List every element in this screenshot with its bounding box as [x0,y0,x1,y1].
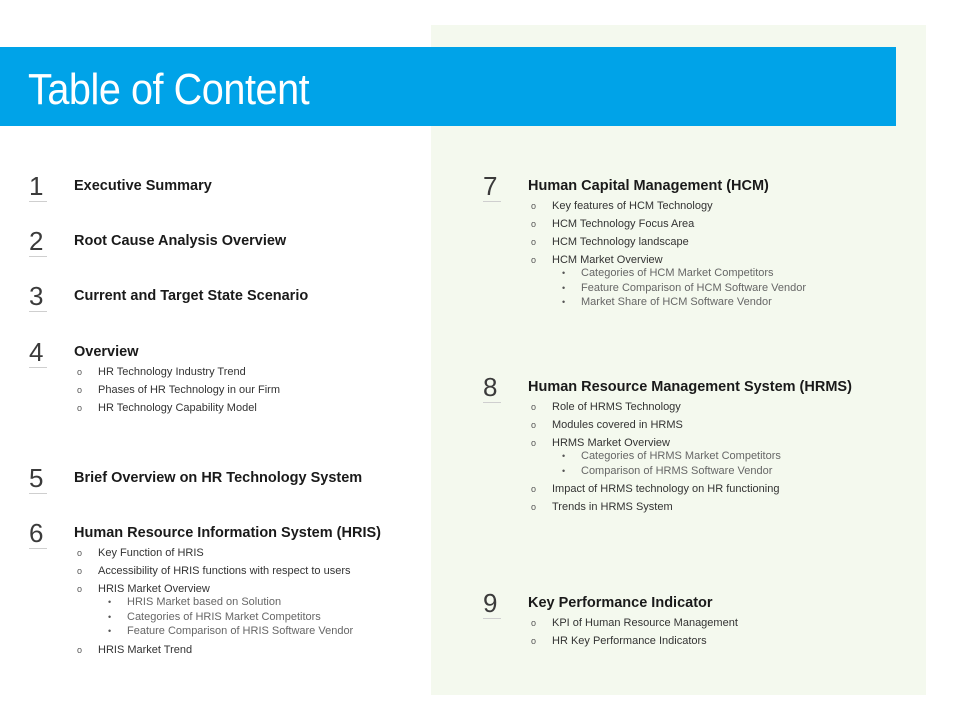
list-item[interactable] [77,363,280,381]
circle-bullet-icon: o [77,385,83,395]
section-number: 4 [29,338,47,368]
list-item[interactable] [77,399,280,417]
circle-bullet-icon: o [77,367,83,377]
list-item[interactable] [77,544,353,562]
list-item[interactable] [531,632,738,650]
sub-list-item-label: Feature Comparison of HCM Software Vendor [581,281,806,294]
list-item-label: HRIS Market Trend [98,643,193,656]
list-item[interactable] [531,614,738,632]
list-item[interactable] [77,562,353,580]
section-heading[interactable]: Executive Summary [74,178,212,194]
list-item[interactable] [531,480,781,498]
list-item[interactable] [531,233,806,251]
section-heading[interactable]: Human Resource Management System (HRMS) [528,379,852,395]
section-number: 7 [483,172,501,202]
sub-list-item[interactable] [531,266,806,281]
sub-item-list [77,595,353,639]
section-heading[interactable]: Current and Target State Scenario [74,288,309,304]
dot-bullet-icon: • [562,297,566,308]
list-item-label: HCM Technology Focus Area [552,218,695,230]
dot-bullet-icon: • [562,282,566,293]
sub-list-item[interactable] [531,449,781,464]
sub-list-item-label: Feature Comparison of HRIS Software Vendor [127,625,354,638]
circle-bullet-icon: o [531,484,537,495]
circle-bullet-icon: o [531,219,537,229]
sub-list-item[interactable] [531,464,781,479]
list-item[interactable] [531,398,781,416]
section-number: 8 [483,373,501,403]
circle-bullet-icon: o [77,644,83,655]
sub-list-item-label: Categories of HRIS Market Competitors [127,610,321,623]
list-item-label: HR Key Performance Indicators [552,635,707,647]
section-heading[interactable]: Root Cause Analysis Overview [74,233,287,249]
circle-bullet-icon: o [531,237,537,247]
list-item-label: HCM Market Overview [552,254,663,266]
list-item-label: HCM Technology landscape [552,236,689,248]
sub-list-item[interactable] [77,610,353,625]
sub-list-item[interactable] [531,281,806,296]
section-heading[interactable]: Human Resource Information System (HRIS) [74,525,381,541]
sub-item-list [531,449,781,478]
circle-bullet-icon: o [77,584,83,594]
list-item[interactable] [531,197,806,215]
sub-list-item-label: Comparison of HRMS Software Vendor [581,464,773,477]
section-number: 2 [29,227,47,257]
section-heading[interactable]: Overview [74,344,139,360]
circle-bullet-icon: o [531,618,537,628]
circle-bullet-icon: o [531,438,537,448]
list-item-label: HRMS Market Overview [552,437,670,449]
list-item-label: Phases of HR Technology in our Firm [98,384,280,396]
circle-bullet-icon: o [531,201,537,211]
dot-bullet-icon: • [108,611,112,622]
circle-bullet-icon: o [531,255,537,265]
circle-bullet-icon: o [77,548,83,558]
section-number: 6 [29,519,47,549]
section-item-list [531,398,781,516]
section-item-list [531,197,806,312]
dot-bullet-icon: • [562,465,566,476]
circle-bullet-icon: o [531,636,537,646]
list-item[interactable] [531,215,806,233]
list-item[interactable] [531,416,781,434]
dot-bullet-icon: • [108,597,112,607]
dot-bullet-icon: • [108,626,112,637]
section-item-list [77,363,280,417]
sub-list-item[interactable] [77,624,353,639]
sub-list-item-label: Categories of HRMS Market Competitors [581,450,781,462]
list-item-label: Accessibility of HRIS functions with respect to users [98,565,351,577]
list-item-label: Key Function of HRIS [98,547,204,559]
list-item-label: Trends in HRMS System [552,501,673,514]
section-item-list [531,614,738,650]
list-item-label: Role of HRMS Technology [552,401,681,413]
section-number: 1 [29,172,47,202]
list-item[interactable] [77,641,353,659]
section-number: 5 [29,464,47,494]
list-item-label: HRIS Market Overview [98,583,210,595]
section-item-list [77,544,353,659]
list-item-label: HR Technology Industry Trend [98,366,246,378]
dot-bullet-icon: • [562,268,566,278]
circle-bullet-icon: o [77,403,83,413]
circle-bullet-icon: o [531,502,537,513]
list-item-label: Key features of HCM Technology [552,200,713,212]
section-heading[interactable]: Human Capital Management (HCM) [528,178,769,194]
section-heading[interactable]: Brief Overview on HR Technology System [74,470,363,486]
sub-list-item[interactable] [77,595,353,610]
list-item-label: Modules covered in HRMS [552,419,683,431]
sub-list-item[interactable] [531,295,806,310]
dot-bullet-icon: • [562,451,566,461]
section-number: 3 [29,282,47,312]
sub-list-item-label: HRIS Market based on Solution [127,596,282,608]
circle-bullet-icon: o [77,566,83,576]
circle-bullet-icon: o [531,420,537,430]
list-item[interactable] [77,381,280,399]
section-heading[interactable]: Key Performance Indicator [528,595,713,611]
list-item-label: Impact of HRMS technology on HR functioning [552,483,780,496]
list-item[interactable] [531,498,781,516]
sub-list-item-label: Categories of HCM Market Competitors [581,267,774,279]
section-number: 9 [483,589,501,619]
circle-bullet-icon: o [531,402,537,412]
sub-list-item-label: Market Share of HCM Software Vendor [581,296,772,309]
list-item-label: KPI of Human Resource Management [552,617,738,629]
sub-item-list [531,266,806,310]
page-title: Table of Content [28,65,310,114]
list-item-label: HR Technology Capability Model [98,402,257,414]
